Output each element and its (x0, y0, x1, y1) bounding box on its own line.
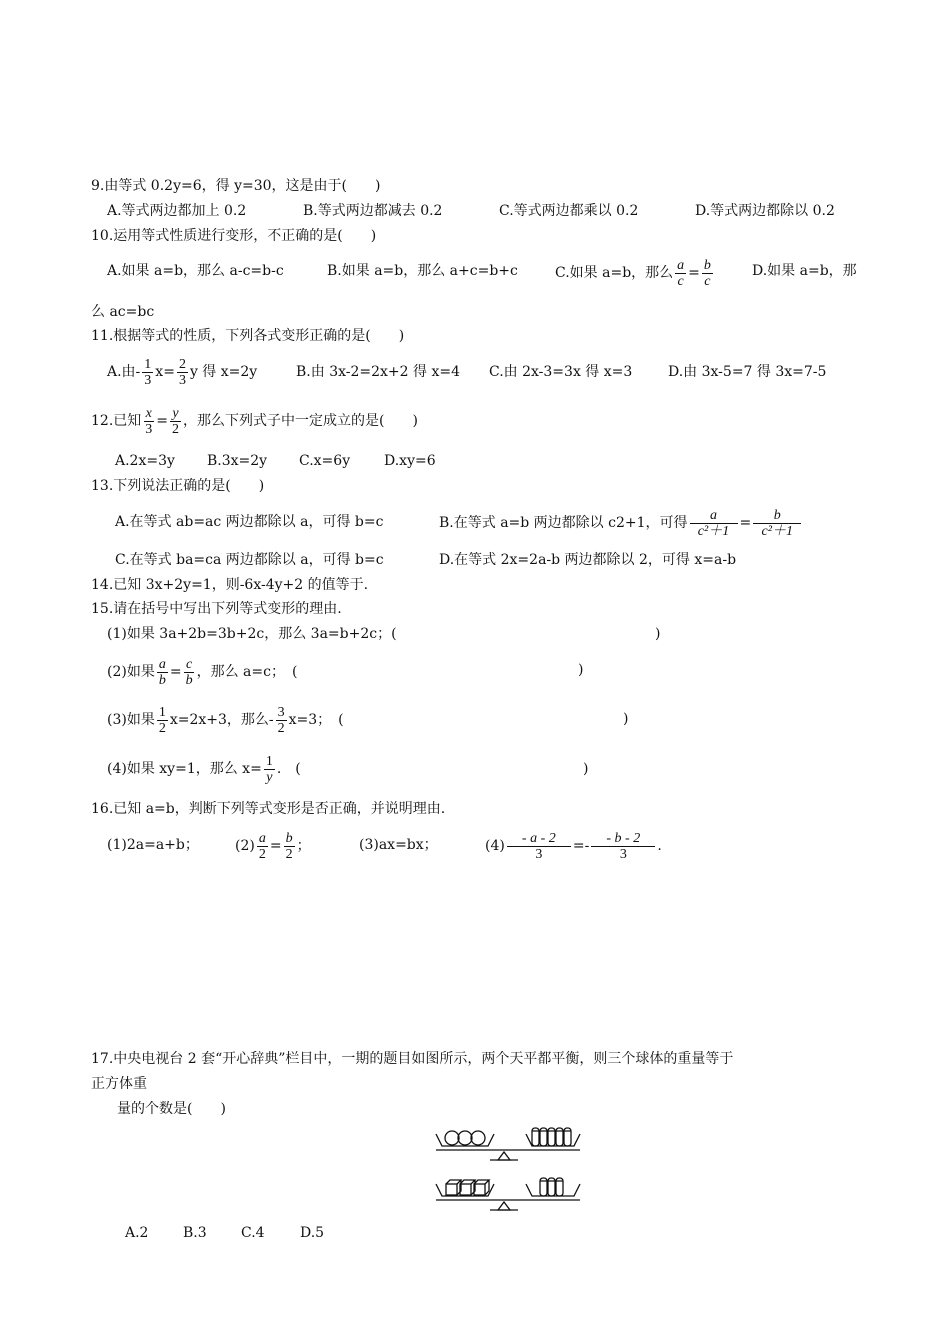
q15-part-4-fraction: $\frac{1}{y}$ (265, 753, 273, 785)
q11-option-b: B.由 3x-2=2x+2 得 x=4 (296, 364, 460, 380)
q15-part-3 (107, 698, 344, 742)
ball-icon (471, 1131, 485, 1145)
q17-option-a: A.2 (125, 1225, 149, 1241)
q12-fraction-1: $\frac{x}{3}$ (145, 405, 153, 437)
q12-fraction-2: $\frac{y}{2}$ (172, 405, 179, 437)
q13-option-c: C.在等式 ba=ca 两边都除以 a，可得 b=c (115, 552, 384, 568)
q10-option-d: D.如果 a=b，那 (752, 263, 857, 279)
q12-option-d: D.xy=6 (384, 453, 436, 469)
q16-part-2-fraction-2: $\frac{b}{2}$ (285, 830, 293, 862)
cube-icon (460, 1180, 475, 1195)
q11-option-a-mid: x= (155, 364, 175, 380)
q15-part-4-close: ) (583, 761, 589, 777)
q16-part-4-fraction-1: $\frac{- a - 2}{3}$ (507, 831, 571, 862)
q16-part-4 (485, 824, 662, 868)
q11-option-a (107, 352, 257, 392)
q10-option-c-fraction-1: $\frac{a}{c}$ (677, 257, 685, 289)
q9-stem: 9.由等式 0.2y=6，得 y=30，这是由于( ) (91, 178, 381, 194)
q15-part-2-prefix: (2)如果 (107, 664, 155, 680)
cube-icon (446, 1180, 461, 1195)
q16-part-2 (235, 824, 311, 868)
q15-part-2 (107, 650, 297, 694)
q15-part-4 (107, 747, 301, 791)
q10-option-c-equals: = (688, 265, 700, 281)
q15-part-3-mid: x=2x+3，那么- (169, 712, 274, 728)
q16-part-2-fraction-1: $\frac{a}{2}$ (258, 830, 266, 862)
q10-option-c-text: C.如果 a=b，那么 (555, 265, 674, 281)
q16-stem: 16.已知 a=b，判断下列等式变形是否正确，并说明理由. (91, 801, 446, 817)
cylinder-group-top (532, 1128, 571, 1146)
q11-option-d: D.由 3x-5=7 得 3x=7-5 (668, 364, 827, 380)
q15-part-1: (1)如果 3a+2b=3b+2c，那么 3a=b+2c；( (107, 626, 397, 642)
q17-option-d: D.5 (300, 1225, 325, 1241)
bottom-fulcrum (498, 1202, 510, 1210)
q16-part-4-equals: =- (572, 838, 590, 854)
q11-option-a-fraction-2: $\frac{2}{3}$ (178, 356, 186, 388)
q14-stem: 14.已知 3x+2y=1，则-6x-4y+2 的值等于. (91, 577, 369, 593)
q15-part-2-fraction-2: $\frac{c}{b}$ (185, 656, 193, 688)
q15-part-2-suffix: ，那么 a=c； ( (196, 664, 298, 680)
q13-option-b-fraction-1: $\frac{a}{\text{c²＋1}}$ (690, 508, 738, 539)
bottom-right-pan (526, 1184, 580, 1196)
q13-option-b-text: B.在等式 a=b 两边都除以 c2+1，可得 (439, 515, 688, 531)
q15-part-3-fraction-2: $\frac{3}{2}$ (277, 704, 285, 736)
q17-stem-line-2: 正方体重 (91, 1076, 147, 1092)
q12-stem-prefix: 12.已知 (91, 413, 142, 429)
q15-part-2-close: ) (578, 662, 584, 678)
q17-stem-line-3: 量的个数是( ) (117, 1101, 226, 1117)
cube-icon (474, 1180, 489, 1195)
q15-part-2-fraction-1: $\frac{a}{b}$ (158, 656, 166, 688)
q15-part-4-suffix: . ( (276, 761, 301, 777)
q13-option-b-equals: = (739, 515, 752, 531)
q17-option-c: C.4 (241, 1225, 265, 1241)
top-right-pan (526, 1134, 580, 1146)
q13-stem: 13.下列说法正确的是( ) (91, 478, 265, 494)
q13-option-b-fraction-2: $\frac{b}{\text{c²＋1}}$ (753, 508, 801, 539)
q12-option-a: A.2x=3y (115, 453, 175, 469)
q9-option-d: D.等式两边都除以 0.2 (695, 203, 835, 219)
q17-option-b: B.3 (183, 1225, 207, 1241)
q12-equals: = (156, 413, 168, 429)
q11-option-a-prefix: A.由- (107, 364, 141, 380)
q16-part-2-equals: = (269, 838, 282, 854)
q11-option-a-suffix: y 得 x=2y (189, 364, 258, 380)
q16-part-4-prefix: (4) (485, 838, 505, 854)
q10-option-c (555, 253, 715, 293)
top-fulcrum (498, 1152, 510, 1160)
q12-option-c: C.x=6y (299, 453, 351, 469)
q16-part-2-suffix: ； (296, 838, 311, 854)
q16-part-1: (1)2a=a+b； (107, 837, 199, 853)
q16-part-4-fraction-2: $\frac{- b - 2}{3}$ (591, 831, 655, 862)
q16-part-3: (3)ax=bx； (359, 837, 438, 853)
q12-stem (91, 401, 418, 441)
q11-option-a-fraction-1: $\frac{1}{3}$ (144, 356, 152, 388)
q12-stem-suffix: ，那么下列式子中一定成立的是( ) (183, 413, 418, 429)
q11-option-c: C.由 2x-3=3x 得 x=3 (489, 364, 633, 380)
q10-option-b: B.如果 a=b，那么 a+c=b+c (327, 263, 518, 279)
q13-option-a: A.在等式 ab=ac 两边都除以 a，可得 b=c (115, 514, 384, 530)
q9-option-c: C.等式两边都乘以 0.2 (499, 203, 639, 219)
q16-part-4-suffix: . (657, 838, 662, 854)
ball-icon (445, 1131, 459, 1145)
q15-part-3-suffix: x=3； ( (288, 712, 344, 728)
q10-option-c-fraction-2: $\frac{b}{c}$ (703, 257, 711, 289)
balance-scales-figure (430, 1120, 590, 1220)
ball-icon (458, 1131, 472, 1145)
q17-stem-line-1: 17.中央电视台 2 套“开心辞典”栏目中，一期的题目如图所示，两个天平都平衡，则三个球体的重量等于 (91, 1051, 734, 1067)
q15-part-3-fraction-1: $\frac{1}{2}$ (158, 704, 166, 736)
cylinder-group-bottom (540, 1178, 563, 1196)
q15-part-3-prefix: (3)如果 (107, 712, 155, 728)
q15-stem: 15.请在括号中写出下列等式变形的理由. (91, 601, 342, 617)
q13-option-d: D.在等式 2x=2a-b 两边都除以 2，可得 x=a-b (439, 552, 737, 568)
q9-option-b: B.等式两边都减去 0.2 (303, 203, 443, 219)
q10-option-d-continuation: 么 ac=bc (91, 304, 155, 320)
q15-part-3-close: ) (623, 711, 629, 727)
q16-part-2-prefix: (2) (235, 838, 255, 854)
q10-stem: 10.运用等式性质进行变形，不正确的是( ) (91, 228, 377, 244)
q10-option-a: A.如果 a=b，那么 a-c=b-c (107, 263, 284, 279)
q11-stem: 11.根据等式的性质，下列各式变形正确的是( ) (91, 328, 405, 344)
q15-part-4-prefix: (4)如果 xy=1，那么 x= (107, 761, 262, 777)
bottom-balance-scale (436, 1178, 580, 1210)
q15-part-2-equals: = (169, 664, 182, 680)
q13-option-b (439, 501, 803, 545)
q9-option-a: A.等式两边都加上 0.2 (107, 203, 247, 219)
top-balance-scale (436, 1128, 580, 1160)
q12-option-b: B.3x=2y (207, 453, 268, 469)
q15-part-1-close: ) (655, 626, 661, 642)
